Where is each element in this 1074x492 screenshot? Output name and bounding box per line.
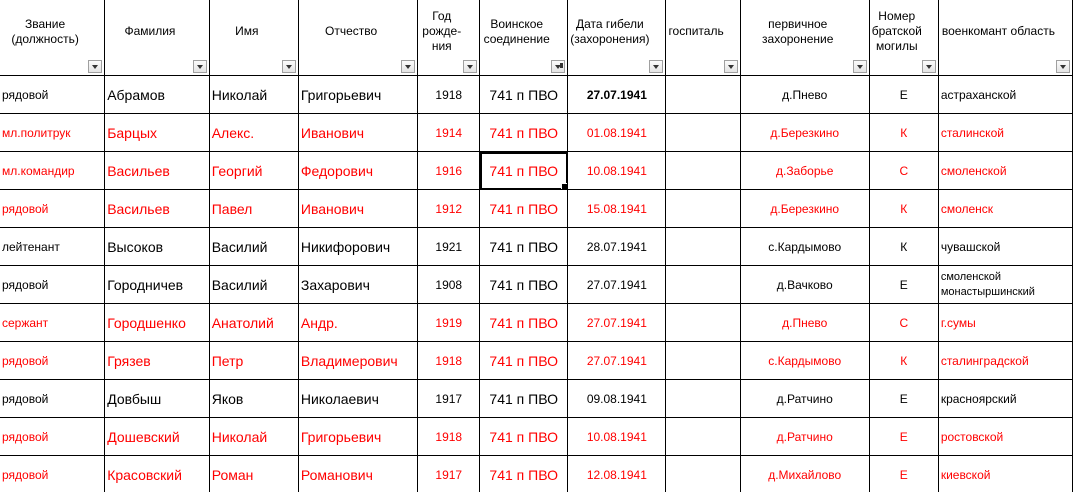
cell-rank[interactable]: рядовой <box>0 76 105 114</box>
cell-surname[interactable]: Грязев <box>105 342 210 380</box>
header-rank-label: Звание (должность) <box>11 16 79 46</box>
cell-hospital[interactable] <box>666 190 740 228</box>
table-row <box>0 76 1073 114</box>
cell-commissariat[interactable]: киевской <box>938 456 1072 492</box>
cell-surname[interactable]: Городничев <box>105 266 210 304</box>
cell-birth-year[interactable]: 1916 <box>418 152 480 190</box>
cell-burial[interactable]: д.Пнево <box>740 304 869 342</box>
cell-patronymic[interactable]: Григорьевич <box>298 76 418 114</box>
cell-grave[interactable]: С <box>869 304 938 342</box>
header-burial-label: первичное захоронение <box>762 16 834 46</box>
cell-burial[interactable]: д.Михайлово <box>740 456 869 492</box>
cell-patronymic[interactable]: Романович <box>298 456 418 492</box>
header-death-date-label: Дата гибели (захоронения) <box>570 16 650 46</box>
cell-surname[interactable]: Васильев <box>105 152 210 190</box>
cell-patronymic[interactable]: Захарович <box>298 266 418 304</box>
cell-surname[interactable]: Барцых <box>105 114 210 152</box>
cell-grave[interactable]: Е <box>869 418 938 456</box>
cell-death-date[interactable]: 10.08.1941 <box>568 152 666 190</box>
cell-commissariat[interactable]: смоленск <box>938 190 1072 228</box>
table-body <box>0 76 1073 492</box>
cell-surname[interactable]: Городшенко <box>105 304 210 342</box>
header-unit-label: Воинское соединение <box>483 16 550 46</box>
cell-burial[interactable]: д.Заборье <box>740 152 869 190</box>
cell-commissariat[interactable]: астраханской <box>938 76 1072 114</box>
cell-grave[interactable]: С <box>869 152 938 190</box>
cell-patronymic[interactable]: Никифорович <box>298 228 418 266</box>
cell-hospital[interactable] <box>666 76 740 114</box>
filter-dropdown-icon[interactable] <box>401 60 415 73</box>
cell-birth-year[interactable]: 1919 <box>418 304 480 342</box>
cell-commissariat[interactable]: сталинской <box>938 114 1072 152</box>
cell-burial[interactable]: д.Пнево <box>740 76 869 114</box>
header-birth-year-label: Год рожде-ния <box>422 9 462 53</box>
cell-burial[interactable]: д.Березкино <box>740 190 869 228</box>
cell-rank[interactable]: рядовой <box>0 418 105 456</box>
table-row <box>0 266 1073 304</box>
cell-burial[interactable]: с.Кардымово <box>740 228 869 266</box>
cell-name[interactable]: Николай <box>209 418 298 456</box>
cell-patronymic[interactable]: Федорович <box>298 152 418 190</box>
cell-grave[interactable]: Е <box>869 380 938 418</box>
header-hospital <box>666 0 740 76</box>
cell-rank[interactable]: лейтенант <box>0 228 105 266</box>
cell-commissariat[interactable]: ростовской <box>938 418 1072 456</box>
cell-unit[interactable]: 741 п ПВО <box>480 266 568 304</box>
cell-unit[interactable]: 741 п ПВО <box>480 190 568 228</box>
filter-dropdown-icon[interactable] <box>463 60 477 73</box>
cell-patronymic[interactable]: Иванович <box>298 190 418 228</box>
header-rank <box>0 0 105 76</box>
cell-surname[interactable]: Васильев <box>105 190 210 228</box>
cell-grave[interactable]: Е <box>869 456 938 492</box>
cell-burial[interactable]: с.Кардымово <box>740 342 869 380</box>
cell-unit[interactable]: 741 п ПВО <box>480 342 568 380</box>
cell-birth-year[interactable]: 1918 <box>418 342 480 380</box>
cell-death-date[interactable]: 12.08.1941 <box>568 456 666 492</box>
cell-hospital[interactable] <box>666 152 740 190</box>
table-row <box>0 380 1073 418</box>
cell-birth-year[interactable]: 1921 <box>418 228 480 266</box>
cell-birth-year[interactable]: 1914 <box>418 114 480 152</box>
cell-grave[interactable]: Е <box>869 76 938 114</box>
table-row <box>0 456 1073 492</box>
cell-commissariat[interactable]: красноярский <box>938 380 1072 418</box>
header-death-date <box>568 0 666 76</box>
cell-name[interactable]: Павел <box>209 190 298 228</box>
cell-death-date[interactable]: 15.08.1941 <box>568 190 666 228</box>
header-surname-label: Фамилия <box>124 24 176 38</box>
table-row <box>0 190 1073 228</box>
cell-name[interactable]: Алекс. <box>209 114 298 152</box>
cell-hospital[interactable] <box>666 304 740 342</box>
filter-active-icon[interactable] <box>551 60 565 73</box>
cell-name[interactable]: Николай <box>209 76 298 114</box>
cell-death-date[interactable]: 27.07.1941 <box>568 342 666 380</box>
cell-surname[interactable]: Высоков <box>105 228 210 266</box>
cell-unit[interactable]: 741 п ПВО <box>480 152 568 190</box>
header-burial <box>740 0 869 76</box>
header-patronymic-label: Отчество <box>325 24 378 38</box>
cell-grave[interactable]: Е <box>869 266 938 304</box>
header-surname <box>105 0 210 76</box>
cell-unit[interactable]: 741 п ПВО <box>480 456 568 492</box>
cell-rank[interactable]: рядовой <box>0 380 105 418</box>
cell-name[interactable]: Василий <box>209 266 298 304</box>
cell-commissariat[interactable]: чувашской <box>938 228 1072 266</box>
cell-hospital[interactable] <box>666 342 740 380</box>
table-row <box>0 152 1073 190</box>
cell-commissariat[interactable]: смоленской <box>938 152 1072 190</box>
header-hospital-label: госпиталь <box>668 24 724 38</box>
header-name-label: Имя <box>235 24 259 38</box>
cell-death-date[interactable]: 27.07.1941 <box>568 266 666 304</box>
header-unit <box>480 0 568 76</box>
cell-hospital[interactable] <box>666 456 740 492</box>
cell-birth-year[interactable]: 1912 <box>418 190 480 228</box>
cell-birth-year[interactable]: 1918 <box>418 76 480 114</box>
filter-dropdown-icon[interactable] <box>922 60 936 73</box>
filter-dropdown-icon[interactable] <box>649 60 663 73</box>
cell-hospital[interactable] <box>666 418 740 456</box>
cell-hospital[interactable] <box>666 380 740 418</box>
header-grave-label: Номер братской могилы <box>871 9 922 53</box>
cell-death-date[interactable]: 01.08.1941 <box>568 114 666 152</box>
cell-hospital[interactable] <box>666 114 740 152</box>
cell-name[interactable]: Петр <box>209 342 298 380</box>
cell-name[interactable]: Анатолий <box>209 304 298 342</box>
cell-birth-year[interactable]: 1917 <box>418 380 480 418</box>
cell-patronymic[interactable]: Андр. <box>298 304 418 342</box>
filter-dropdown-icon[interactable] <box>282 60 296 73</box>
cell-unit[interactable]: 741 п ПВО <box>480 380 568 418</box>
cell-surname[interactable]: Довбыш <box>105 380 210 418</box>
cell-name[interactable]: Яков <box>209 380 298 418</box>
cell-burial[interactable]: д.Березкино <box>740 114 869 152</box>
header-row <box>0 0 1073 76</box>
cell-rank[interactable]: рядовой <box>0 456 105 492</box>
cell-unit[interactable]: 741 п ПВО <box>480 76 568 114</box>
cell-rank[interactable]: мл.политрук <box>0 114 105 152</box>
header-birth-year <box>418 0 480 76</box>
cell-patronymic[interactable]: Владимерович <box>298 342 418 380</box>
header-commissariat-label: военкомант область <box>941 24 1055 38</box>
filter-dropdown-icon[interactable] <box>193 60 207 73</box>
cell-unit[interactable]: 741 п ПВО <box>480 228 568 266</box>
filter-dropdown-icon[interactable] <box>1056 60 1070 73</box>
cell-name[interactable]: Василий <box>209 228 298 266</box>
cell-name[interactable]: Роман <box>209 456 298 492</box>
table-row <box>0 228 1073 266</box>
cell-burial[interactable]: д.Ратчино <box>740 380 869 418</box>
cell-grave[interactable]: К <box>869 190 938 228</box>
filter-dropdown-icon[interactable] <box>88 60 102 73</box>
cell-patronymic[interactable]: Григорьевич <box>298 418 418 456</box>
cell-death-date[interactable]: 09.08.1941 <box>568 380 666 418</box>
header-patronymic <box>298 0 418 76</box>
cell-birth-year[interactable]: 1917 <box>418 456 480 492</box>
cell-surname[interactable]: Абрамов <box>105 76 210 114</box>
table-row <box>0 342 1073 380</box>
fill-handle[interactable] <box>561 183 568 190</box>
cell-birth-year[interactable]: 1918 <box>418 418 480 456</box>
cell-unit[interactable]: 741 п ПВО <box>480 418 568 456</box>
cell-hospital[interactable] <box>666 266 740 304</box>
filter-dropdown-icon[interactable] <box>724 60 738 73</box>
cell-hospital[interactable] <box>666 228 740 266</box>
cell-patronymic[interactable]: Николаевич <box>298 380 418 418</box>
cell-unit[interactable]: 741 п ПВО <box>480 114 568 152</box>
cell-grave[interactable]: К <box>869 342 938 380</box>
cell-death-date[interactable]: 27.07.1941 <box>568 76 666 114</box>
cell-patronymic[interactable]: Иванович <box>298 114 418 152</box>
cell-surname[interactable]: Красовский <box>105 456 210 492</box>
cell-rank[interactable]: мл.командир <box>0 152 105 190</box>
table-row <box>0 418 1073 456</box>
cell-death-date[interactable]: 10.08.1941 <box>568 418 666 456</box>
cell-rank[interactable]: сержант <box>0 304 105 342</box>
header-grave <box>869 0 938 76</box>
cell-death-date[interactable]: 28.07.1941 <box>568 228 666 266</box>
header-name <box>209 0 298 76</box>
cell-rank[interactable]: рядовой <box>0 266 105 304</box>
cell-grave[interactable]: К <box>869 228 938 266</box>
cell-burial[interactable]: д.Ратчино <box>740 418 869 456</box>
table-row <box>0 304 1073 342</box>
cell-rank[interactable]: рядовой <box>0 190 105 228</box>
cell-commissariat[interactable]: г.сумы <box>938 304 1072 342</box>
table-row <box>0 114 1073 152</box>
cell-rank[interactable]: рядовой <box>0 342 105 380</box>
cell-commissariat[interactable]: смоленской монастыршинский <box>938 266 1072 304</box>
cell-name[interactable]: Георгий <box>209 152 298 190</box>
cell-unit[interactable]: 741 п ПВО <box>480 304 568 342</box>
filter-dropdown-icon[interactable] <box>853 60 867 73</box>
header-commissariat <box>938 0 1072 76</box>
cell-birth-year[interactable]: 1908 <box>418 266 480 304</box>
cell-death-date[interactable]: 27.07.1941 <box>568 304 666 342</box>
cell-grave[interactable]: К <box>869 114 938 152</box>
cell-commissariat[interactable]: сталинградской <box>938 342 1072 380</box>
cell-burial[interactable]: д.Вачково <box>740 266 869 304</box>
cell-surname[interactable]: Дошевский <box>105 418 210 456</box>
